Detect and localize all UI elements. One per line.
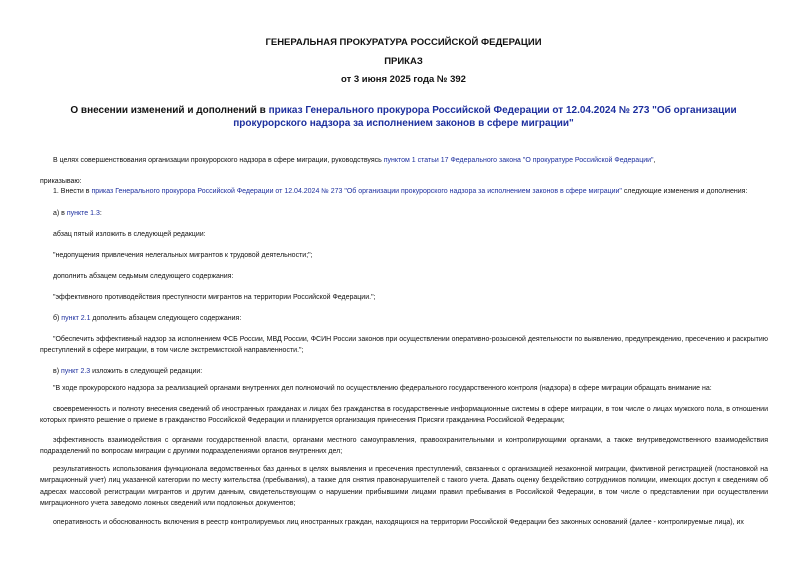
subitem-b-paragraph-1: "Обеспечить эффективный надзор за исполнением ФСБ России, МВД России, ФСИН России законов при осуществлении оперативно-розыскной деятельности по выявлению, предупреждению, пресечению и раскрытию преступлений в сфере миграции, в том числе экстремистской направленности."; [40,336,768,355]
subitem-v-paragraph-4: результативность использования функционала ведомственных баз данных в целях выявления и пресечения преступлений, связанных с организацией незаконной миграции, фиктивной регистрацией (постановкой на миграционный учет) лиц указанной категории по месту жительства (пребывания), а также для снятия правонарушителей с такого учета. Давать оценку бездействию сотрудников полиции, имеющих доступ к сведениям об адресах массовой регистрации мигрантов и другим данным, свидетельствующим о нарушении прибывшими лицами правил пребывания в Российской Федерации, в том числе о представлении при осуществлении миграционного учета заведомо ложных сведений или подложных документов; [40,466,768,508]
point-2-1-link[interactable]: пункт 2.1 [61,315,91,322]
subitem-b-end: дополнить абзацем следующего содержания: [90,315,242,322]
subitem-v-paragraph-3: эффективность взаимодействия с органами государственной власти, органами местного самоуправления, правоохранительными и контролирующими органами, а также внутриведомственного взаимодействия подразделений по вопросам миграции с другими подразделениями органов внутренних дел; [40,437,768,456]
point-2-3-link[interactable]: пункт 2.3 [61,368,91,375]
subitem-v-paragraph-5: оперативность и обоснованность включения в реестр контролируемых лиц иностранных граждан, находящихся на территории Российской Федерации без законных оснований (далее - контролируемые лица), их [53,519,744,526]
preamble-end: , [653,157,656,164]
title-prefix: О внесении изменений и дополнений в [70,105,269,116]
subitem-a-paragraph-1: абзац пятый изложить в следующей редакции: [53,231,206,238]
subitem-v-paragraph-2: своевременность и полноту внесения сведений об иностранных гражданах и лицах без гражданства в государственные информационные системы в сфере миграции, в том числе о лицах мужского пола, в отношении которых принято решение о приеме в гражданство Российской Федерации и планируется организация принесения Присяги гражданина Российской Федерации; [40,406,768,425]
preamble-paragraph [53,155,655,166]
organization-heading: ГЕНЕРАЛЬНАЯ ПРОКУРАТУРА РОССИЙСКОЙ ФЕДЕРАЦИИ [265,37,542,48]
subitem-a-text: а) в [53,210,67,217]
subitem-v [53,366,202,377]
item-1-text: 1. Внести в [53,188,92,195]
subitem-v-paragraph-1: "В ходе прокурорского надзора за реализацией органами внутренних дел полномочий по осуществлению федерального государственного контроля (надзора) в сфере миграции обращать внимание на: [53,385,712,392]
preamble-text: В целях совершенствования организации прокурорского надзора в сфере миграции, руководствуясь [53,157,384,164]
order-word: приказываю: [40,178,82,185]
item-1-end: следующие изменения и дополнения: [621,188,748,195]
law-article-link[interactable]: пунктом 1 статьи 17 Федерального закона "О прокуратуре Российской Федерации" [383,157,654,164]
subitem-a-paragraph-3: дополнить абзацем седьмым следующего содержания: [53,273,234,280]
subitem-v-end: изложить в следующей редакции: [90,368,203,375]
subitem-a [53,208,102,219]
document-type-heading: ПРИКАЗ [384,56,423,67]
document-title [60,104,747,130]
subitem-a-end: : [99,210,102,217]
title-order-link[interactable]: приказ Генерального прокурора Российской Федерации от 12.04.2024 № 273 "Об организации прокурорского надзора за исполнением законов в сфере миграции" [233,105,737,129]
subitem-b-text: б) [53,315,62,322]
item-1-order-link[interactable]: приказ Генерального прокурора Российской Федерации от 12.04.2024 № 273 "Об организации прокурорского надзора за исполнением законов в сфере миграции" [91,188,622,195]
item-1-paragraph [53,186,747,197]
subitem-b [53,313,241,324]
subitem-a-paragraph-2: "недопущения привлечения нелегальных мигрантов к трудовой деятельности;"; [53,252,313,259]
subitem-a-paragraph-4: "эффективного противодействия преступности мигрантов на территории Российской Федерации."; [53,294,376,301]
point-1-3-link[interactable]: пункте 1.3 [66,210,100,217]
subitem-v-text: в) [53,368,61,375]
document-date-heading: от 3 июня 2025 года № 392 [341,74,466,85]
